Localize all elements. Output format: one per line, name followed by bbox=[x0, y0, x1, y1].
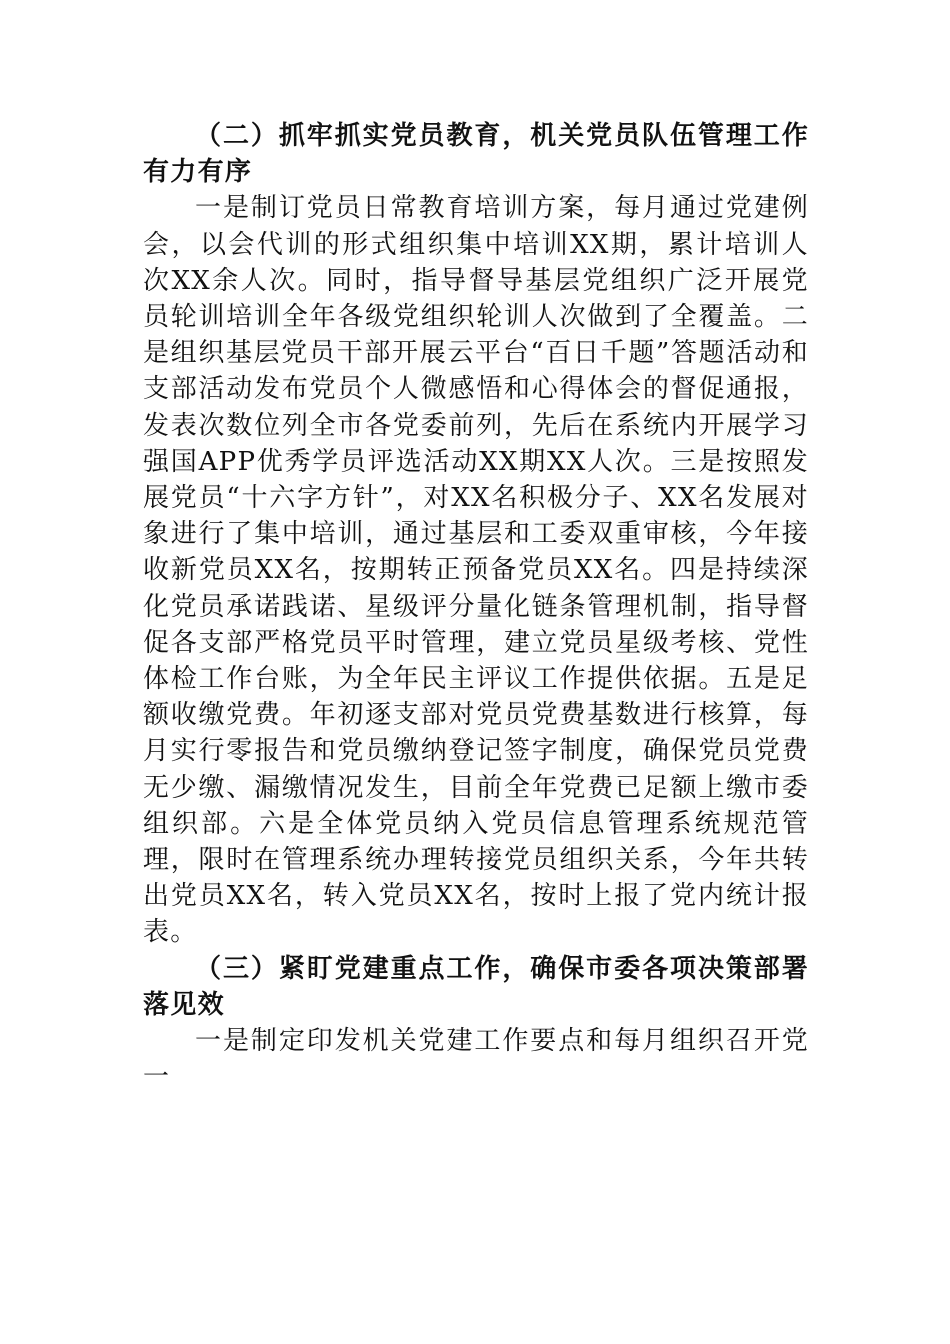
document-body bbox=[143, 118, 809, 1095]
section-paragraph: 一是制订党员日常教育培训方案，每月通过党建例会，以会代训的形式组织集中培训XX期，累计培训人次XX余人次。同时，指导督导基层党组织广泛开展党员轮训培训全年各级党组织轮训人次做到了全覆盖。二是组织基层党员干部开展云平台“百日千题”答题活动和支部活动发布党员个人微感悟和心得体会的督促通报，发表次数位列全市各党委前列，先后在系统内开展学习强国APP优秀学员评选活动XX期XX人次。三是按照发展党员“十六字方针”，对XX名积极分子、XX名发展对象进行了集中培训，通过基层和工委双重审核，今年接收新党员XX名，按期转正预备党员XX名。四是持续深化党员承诺践诺、星级评分量化链条管理机制，指导督促各支部严格党员平时管理，建立党员星级考核、党性体检工作台账，为全年民主评议工作提供依据。五是足额收缴党费。年初逐支部对党员党费基数进行核算，每月实行零报告和党员缴纳登记签字制度，确保党员党费无少缴、漏缴情况发生，目前全年党费已足额上缴市委组织部。六是全体党员纳入党员信息管理系统规范管理，限时在管理系统办理转接党员组织关系，今年共转出党员XX名，转入党员XX名，按时上报了党内统计报表。 bbox=[143, 193, 809, 948]
section-heading: （二）抓牢抓实党员教育，机关党员队伍管理工作有力有序 bbox=[143, 121, 809, 188]
section-heading: （三）紧盯党建重点工作，确保市委各项决策部署落见效 bbox=[143, 953, 809, 1020]
section-paragraph: 一是制定印发机关党建工作要点和每月组织召开党一 bbox=[143, 1026, 809, 1093]
